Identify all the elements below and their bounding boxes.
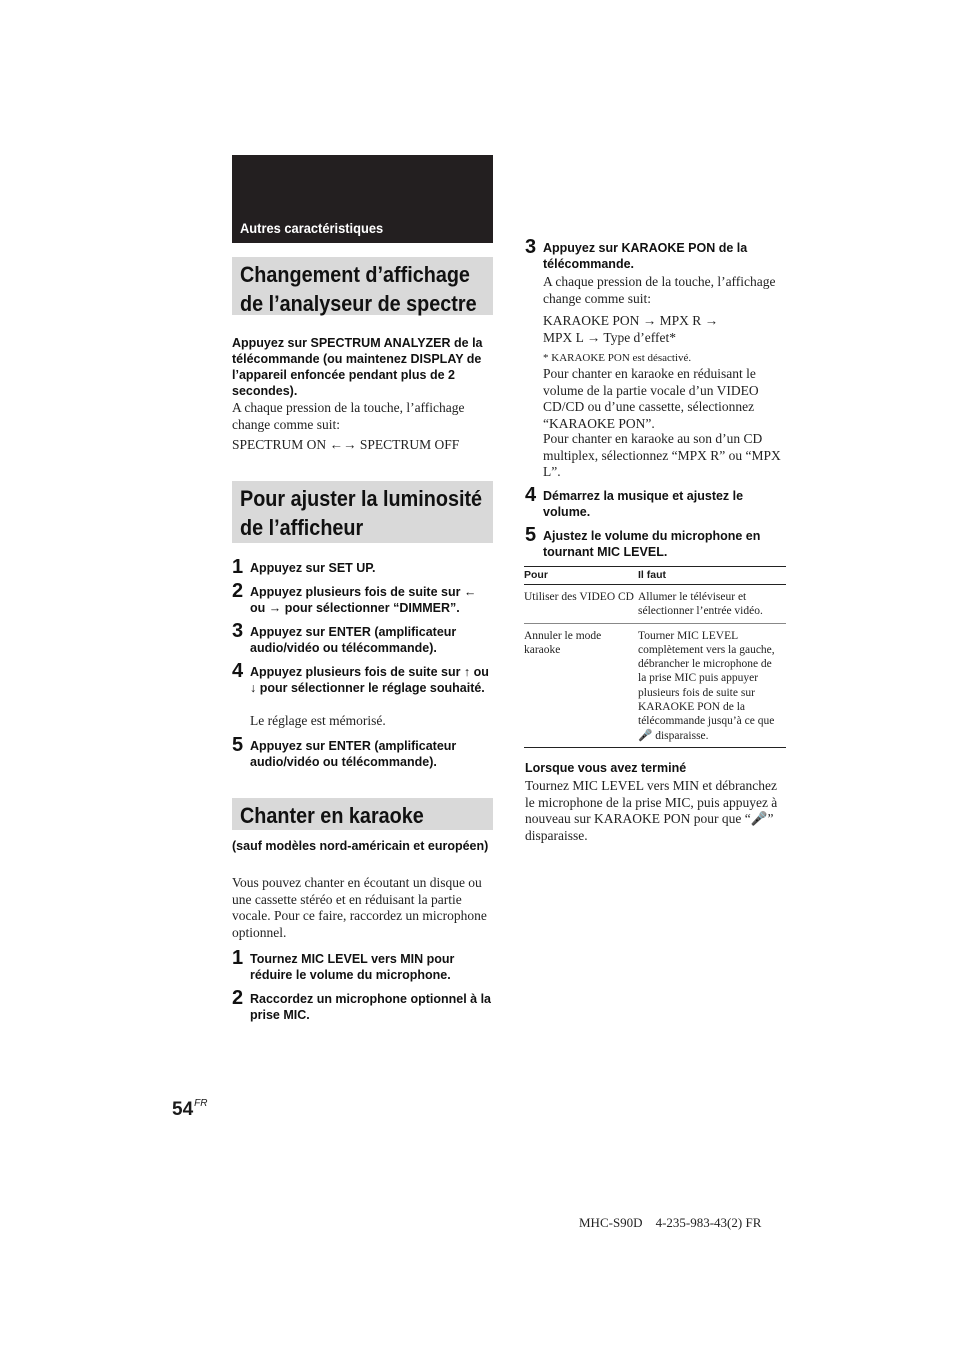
step3-sequence-line1: KARAOKE PON → MPX R → [543,313,719,328]
karaoke-body: Vous pouvez chanter en écoutant un disque ou une cassette stéréo et en réduisant la partie vocale. Pour ce faire, raccordez un microphone optionnel. [232,875,487,940]
table-cell: Tourner MIC LEVEL complètement vers la gauche, débrancher le microphone de la prise MIC puis appuyer plusieurs fois de suite sur KARAOKE PON de la télécommande jusqu’à ce que 🎤 disparaisse. [638,623,786,747]
step-number: 2 [232,987,244,1009]
karaoke-subheading: (sauf modèles nord-américain et européen) [232,839,489,853]
step3-para2: Pour chanter en karaoke au son d’un CD multiplex, sélectionnez “MPX R” ou “MPX L”. [543,431,781,479]
step-number: 1 [232,947,244,969]
heading-brightness [232,481,493,543]
table-header-il-faut: Il faut [638,567,786,585]
step-text: Démarrez la musique et ajustez le volume. [543,489,744,519]
section-label: Autres caractéristiques [240,220,384,236]
step-number: 3 [232,620,244,642]
step3-body: A chaque pression de la touche, l’affichage change comme suit: [543,274,776,306]
step-text: Tournez MIC LEVEL vers MIN pour réduire le volume du microphone. [250,952,455,982]
done-body: Tournez MIC LEVEL vers MIN et débranchez le microphone de la prise MIC, puis appuyez à nouveau sur KARAOKE PON pour que “🎤” disparaisse. [525,778,778,843]
heading-spectrum-line1: Changement d’affichage [240,262,470,287]
page-number-suffix: FR [194,1098,208,1109]
spectrum-sequence: SPECTRUM ON ←→ SPECTRUM OFF [232,437,460,452]
step-text: Appuyez sur SET UP. [250,561,376,575]
step-number: 2 [232,580,244,602]
heading-spectrum-line2: de l’analyseur de spectre [240,291,477,316]
step-number: 5 [525,524,537,546]
step-note: Le réglage est mémorisé. [250,713,386,728]
heading-brightness-line1: Pour ajuster la luminosité [240,486,483,511]
step-number: 4 [525,484,537,506]
done-heading: Lorsque vous avez terminé [525,761,687,775]
heading-brightness-line2: de l’afficheur [240,515,364,540]
table-cell: Utiliser des VIDEO CD [524,585,638,624]
step3-para1: Pour chanter en karaoke en réduisant le volume de la partie vocale d’un VIDEO CD/CD ou d’une cassette, sélectionnez “KARAOKE PON”. [543,366,759,431]
step3-footnote: * KARAOKE PON est désactivé. [543,352,692,364]
heading-karaoke [232,798,493,830]
spectrum-instruction: Appuyez sur SPECTRUM ANALYZER de la télécommande (ou maintenez DISPLAY de l’appareil enfoncée pendant plus de 2 secondes). [232,336,483,398]
table-cell: Allumer le téléviseur et sélectionner l’entrée vidéo. [638,585,786,624]
step-number: 1 [232,556,244,578]
footer-model: MHC-S90D 4-235-983-43(2) FR [579,1215,762,1230]
step-text: Appuyez plusieurs fois de suite sur ← ou → pour sélectionner “DIMMER”. [250,585,477,615]
table-header-pour: Pour [524,567,638,585]
table-row [524,585,786,624]
step-text: Appuyez sur KARAOKE PON de la télécommande. [543,241,748,271]
section-band [232,155,493,243]
step-number: 3 [525,236,537,258]
heading-spectrum [232,257,493,315]
step-number: 5 [232,734,244,756]
step3-sequence-line2: MPX L → Type d’effet* [543,330,677,345]
step-text: Appuyez sur ENTER (amplificateur audio/vidéo ou télécommande). [250,625,457,655]
step-number: 4 [232,660,244,682]
page-number [172,1098,207,1121]
step-text: Ajustez le volume du microphone en tournant MIC LEVEL. [543,529,761,559]
heading-karaoke-text: Chanter en karaoke [240,803,424,828]
table-row [524,623,786,747]
karaoke-table [524,566,786,748]
step-text: Appuyez plusieurs fois de suite sur ↑ ou ↓ pour sélectionner le réglage souhaité. [250,665,489,695]
step-text: Appuyez sur ENTER (amplificateur audio/vidéo ou télécommande). [250,739,457,769]
step-text: Raccordez un microphone optionnel à la prise MIC. [250,992,492,1022]
spectrum-body: A chaque pression de la touche, l’affichage change comme suit: [232,400,465,432]
page-number-value: 54 [172,1099,194,1120]
table-cell: Annuler le mode karaoke [524,623,638,747]
